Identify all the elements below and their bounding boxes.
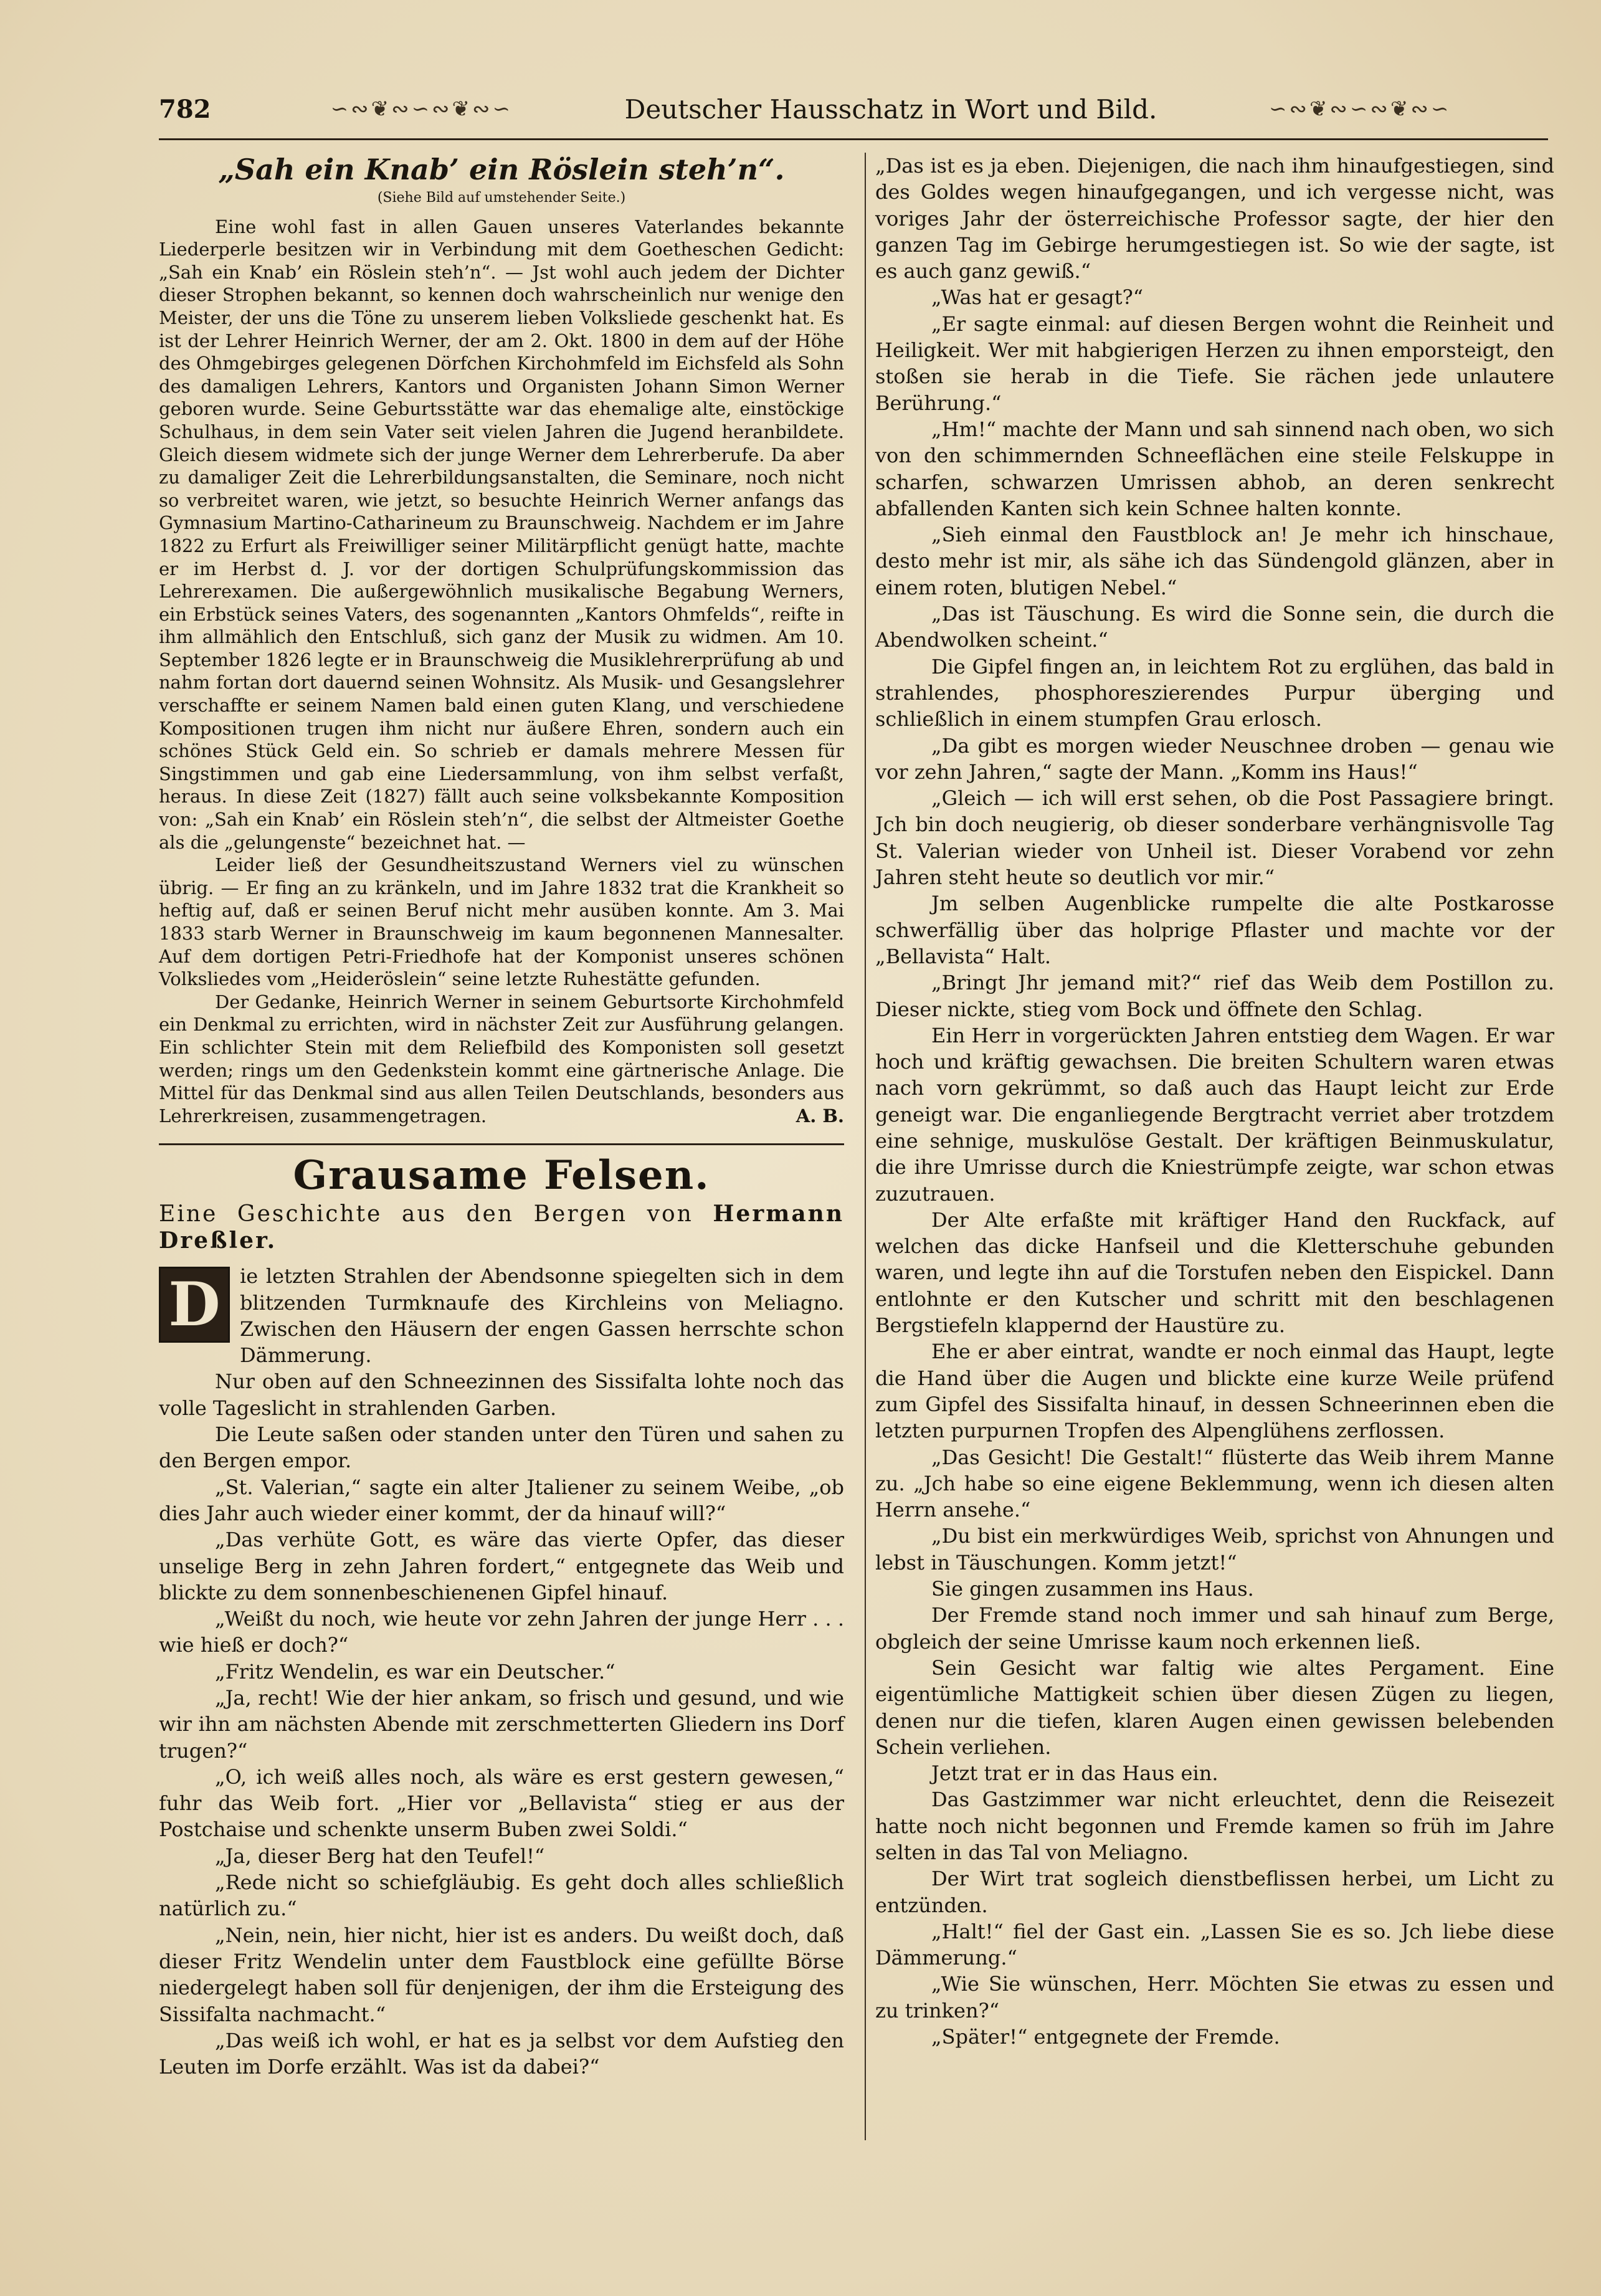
article2-paragraph: „St. Valerian,“ sagte ein alter Jtaliener zu seinem Weibe, „ob dies Jahr auch wieder einer kommt, der da hinauf will?“ xyxy=(159,1475,844,1525)
dropcap-initial: D xyxy=(159,1267,230,1343)
article2-title: Grausame Felsen. xyxy=(293,1152,710,1199)
article2-paragraph: Sein Gesicht war faltig wie altes Pergament. Eine eigentümliche Mattigkeit schien über diesen Zügen zu liegen, denen nur die tiefen, klaren Augen einen gewissen belebenden Schein verliehen. xyxy=(875,1655,1554,1759)
article2-paragraph: „O, ich weiß alles noch, als wäre es erst gestern gewesen,“ fuhr das Weib fort. „Hier vor „Bellavista“ stieg er aus der Postchaise und schenkte unserm Buben zwei Soldi.“ xyxy=(159,1765,844,1842)
article2-paragraph: „Ja, dieser Berg hat den Teufel!“ xyxy=(215,1844,545,1868)
article2-paragraph: Die Leute saßen oder standen unter den Türen und sahen zu den Bergen empor. xyxy=(159,1422,844,1473)
article2-paragraph: Ehe er aber eintrat, wandte er noch einmal das Haupt, legte die Hand über die Augen und blickte eine kurze Weile prüfend zum Gipfel des Sissifalta hinauf, in dessen Schneerinnen eben die letzten purpurnen Tropfen des Alpenglühens zerflossen. xyxy=(875,1340,1554,1443)
article2-paragraph: „Da gibt es morgen wieder Neuschnee droben — genau wie vor zehn Jahren,“ sagte der Mann. „Komm ins Haus!“ xyxy=(875,733,1554,784)
article2-paragraph: Das Gastzimmer war nicht erleuchtet, denn die Reisezeit hatte noch nicht begonnen und Fremde kamen so früh im Jahre selten in das Tal von Meliagno. xyxy=(875,1788,1554,1864)
article2-paragraph: „Rede nicht so schiefgläubig. Es geht doch alles schließlich natürlich zu.“ xyxy=(159,1870,844,1921)
article1-signature: A. B. xyxy=(796,1105,844,1127)
article2-paragraph: „Das ist es ja eben. Diejenigen, die nach ihm hinaufgestiegen, sind des Goldes wegen hinaufgegangen, und ich vergesse nicht, was voriges Jahr der österreichische Professor sagte, der hier den ganzen Tag im Gebirge herumgestiegen ist. So wie der sagte, ist es auch ganz gewiß.“ xyxy=(875,154,1554,283)
article2-paragraph: „Wie Sie wünschen, Herr. Möchten Sie etwas zu essen und zu trinken?“ xyxy=(875,1972,1554,2022)
article2-paragraph: Die Gipfel fingen an, in leichtem Rot zu erglühen, das bald in strahlendes, phosphoreszierendes Purpur überging und schließlich in einem stumpfen Grau erlosch. xyxy=(875,654,1554,731)
article2-paragraph: „Weißt du noch, wie heute vor zehn Jahren der junge Herr . . . wie hieß er doch?“ xyxy=(159,1607,844,1657)
article2-paragraph: „Du bist ein merkwürdiges Weib, sprichst von Ahnungen und lebst in Täuschungen. Komm jetzt!“ xyxy=(875,1524,1554,1574)
article2-paragraph: „Ja, recht! Wie der hier ankam, so frisch und gesund, und wie wir ihn am nächsten Abende mit zerschmetterten Gliedern ins Dorf trugen?“ xyxy=(159,1685,844,1763)
article1-title: „Sah ein Knab’ ein Röslein steh’n“. xyxy=(218,153,785,186)
article1-paragraph: Leider ließ der Gesundheitszustand Werners viel zu wünschen übrig. — Er fing an zu kränkeln, und im Jahre 1832 trat die Krankheit so heftig auf, daß er seinen Beruf nicht mehr ausüben konnte. Am 3. Mai 1833 starb Werner in Braunschweig im kaum begonnenen Mannesalter. Auf dem dortigen Petri-Friedhofe hat der Komponist unseres schönen Volksliedes vom „Heideröslein“ seine letzte Ruhestätte gefunden. xyxy=(159,854,844,990)
right-column xyxy=(875,153,1554,2050)
article2-paragraph: „Das verhüte Gott, es wäre das vierte Opfer, das dieser unselige Berg in zehn Jahren fordert,“ entgegnete das Weib und blickte zu dem sonnenbeschienenen Gipfel hinauf. xyxy=(159,1528,844,1604)
article2-paragraph: „Bringt Jhr jemand mit?“ rief das Weib dem Postillon zu. Dieser nickte, stieg vom Bock und öffnete den Schlag. xyxy=(875,971,1554,1021)
header-ornament-right: ∽∾❦∾∽∾❦∾∽ xyxy=(1268,97,1451,121)
article2-paragraph: Jetzt trat er in das Haus ein. xyxy=(931,1761,1219,1786)
article2-paragraph: „Fritz Wendelin, es war ein Deutscher.“ xyxy=(215,1659,615,1684)
article2-paragraph: Der Alte erfaßte mit kräftiger Hand den Ruckfack, auf welchen das dicke Hanfseil und die Kletterschuhe gebunden waren, und legte ihn auf die Torstufen neben den Eispickel. Dann entlohnte er den Kutscher und schritt mit den beschlagenen Bergstiefeln klappernd der Haustüre zu. xyxy=(875,1208,1554,1338)
column-divider xyxy=(865,153,866,2140)
author-name: Hermann Dreßler. xyxy=(159,1200,844,1254)
running-title: Deutscher Hausschatz in Wort und Bild. xyxy=(624,93,1157,125)
paragraph-text: ie letzten Strahlen der Abendsonne spiegelten sich in dem blitzenden Turmknaufe des Kirchleins von Meliagno. Zwischen den Häusern der engen Gassen herrschte schon Dämmerung. xyxy=(240,1264,844,1368)
article2-paragraph: „Sieh einmal den Faustblock an! Je mehr ich hinschaue, desto mehr ist mir, als sähe ich das Sündengold glänzen, aber in einem roten, blutigen Nebel.“ xyxy=(875,523,1554,599)
left-column xyxy=(159,153,844,2080)
article1-body xyxy=(159,216,844,1128)
article2-paragraph: „Gleich — ich will erst sehen, ob die Post Passagiere bringt. Jch bin doch neugierig, ob dieser sonderbare verhängnisvolle Tag St. Valerian wieder von Unheil ist. Dieser Vorabend vor zehn Jahren steht heute so deutlich vor mir.“ xyxy=(875,786,1554,890)
article2-subtitle xyxy=(159,1201,844,1255)
article2-paragraph: „Das weiß ich wohl, er hat es ja selbst vor dem Aufstieg den Leuten im Dorfe erzählt. Was ist da dabei?“ xyxy=(159,2028,844,2079)
article-divider xyxy=(159,1143,844,1145)
article2-paragraph: Der Wirt trat sogleich dienstbeflissen herbei, um Licht zu entzünden. xyxy=(875,1867,1554,1917)
article2-paragraph: „Später!“ entgegnete der Fremde. xyxy=(931,2025,1280,2049)
article2-paragraph: „Was hat er gesagt?“ xyxy=(931,285,1144,310)
article2-paragraph: „Hm!“ machte der Mann und sah sinnend nach oben, wo sich von den schimmernden Schneeflächen eine steile Felskuppe in scharfen, schwarzen Umrissen abhob, an deren senkrecht abfallenden Kanten sich kein Schnee halten konnte. xyxy=(875,417,1554,520)
page-number: 782 xyxy=(159,94,211,124)
article2-paragraph: Sie gingen zusammen ins Haus. xyxy=(931,1577,1254,1601)
article2-paragraph: Der Fremde stand noch immer und sah hinauf zum Berge, obgleich der seine Umrisse kaum noch erkennen ließ. xyxy=(875,1603,1554,1654)
article2-paragraph: „Das Gesicht! Die Gestalt!“ flüsterte das Weib ihrem Manne zu. „Jch habe so eine eigene Beklemmung, wenn ich diesen alten Herrn ansehe.“ xyxy=(875,1445,1554,1522)
article2-paragraph: Ein Herr in vorgerückten Jahren entstieg dem Wagen. Er war hoch und kräftig gewachsen. Die breiten Schultern waren etwas nach vorn gekrümmt, so daß auch das Haupt leicht zur Erde geneigt war. Die enganliegende Bergtracht verriet aber trotzdem eine sehnige, muskulöse Gestalt. Der kräftigen Beinmuskulatur, die ihre Umrisse durch die Kniestrümpfe zeigte, war schon etwas zuzutrauen. xyxy=(875,1023,1554,1206)
article1-paragraph: Eine wohl fast in allen Gauen unseres Vaterlandes bekannte Liederperle besitzen wir in Verbindung mit dem Goetheschen Gedicht: „Sah ein Knab’ ein Röslein steh’n“. — Jst wohl auch jedem der Dichter dieser Strophen bekannt, so kennen doch wahrscheinlich nur wenige den Meister, der uns die Töne zu unserem lieben Volksliede geschenkt hat. Es ist der Lehrer Heinrich Werner, der am 2. Okt. 1800 in dem auf der Höhe des Ohmgebirges gelegenen Dörfchen Kirchohmfeld im Eichsfeld als Sohn des damaligen Lehrers, Kantors und Organisten Johann Simon Werner geboren wurde. Seine Geburtsstätte war das ehemalige alte, einstöckige Schulhaus, in dem sein Vater seit vielen Jahren die Jugend heranbildete. Gleich diesem widmete sich der junge Werner dem Lehrerberufe. Da aber zu damaliger Zeit die Lehrerbildungsanstalten, die Seminare, noch nicht so verbreitet waren, wie jetzt, so besuchte Heinrich Werner anfangs das Gymnasium Martino-Catharineum zu Braunschweig. Nachdem er im Jahre 1822 zu Erfurt als Freiwilliger seiner Militärpflicht genügt hatte, machte er im Herbst d. J. vor der dortigen Schulprüfungskommission das Lehrerexamen. Die außergewöhnlich musikalische Begabung Werners, ein Erbstück seines Vaters, des sogenannten „Kantors Ohmfelds“, reifte in ihm allmählich den Entschluß, sich ganz der Musik zu widmen. Am 10. September 1826 legte er in Braunschweig die Musiklehrerprüfung ab und nahm fortan dort dauernd seinen Wohnsitz. Als Musik- und Gesangslehrer verschaffte er seinem Namen bald einen guten Klang, und verschiedene Kompositionen trugen ihm nicht nur äußere Ehren, sondern auch ein schönes Stück Geld ein. So schrieb er damals mehrere Messen für Singstimmen und gab eine Liedersammlung, von ihm selbst verfaßt, heraus. In diese Zeit (1827) fällt auch seine volksbekannte Komposition von: „Sah ein Knab’ ein Röslein steh’n“, die selbst der Altmeister Goethe als die „gelungenste“ bezeichnet hat. — xyxy=(159,216,844,853)
article1-paragraph xyxy=(159,991,844,1128)
article2-paragraph: Nur oben auf den Schneezinnen des Sissifalta lohte noch das volle Tageslicht in strahlenden Garben. xyxy=(159,1370,844,1420)
article2-paragraph: „Das ist Täuschung. Es wird die Sonne sein, die durch die Abendwolken scheint.“ xyxy=(875,602,1554,652)
article2-paragraph: „Nein, nein, hier nicht, hier ist es anders. Du weißt doch, daß dieser Fritz Wendelin unter dem Faustblock eine gefüllte Börse niedergelegt haben soll für denjenigen, der ihm die Ersteigung des Sissifalta nachmacht.“ xyxy=(159,1923,844,2026)
subtitle-prefix: Eine Geschichte aus den Bergen von xyxy=(159,1201,713,1227)
header-ornament-left: ∽∾❦∾∽∾❦∾∽ xyxy=(330,97,513,121)
article2-paragraph: „Er sagte einmal: auf diesen Bergen wohnt die Reinheit und Heiligkeit. Wer mit habgierigen Herzen zu ihnen emporsteigt, den stoßen sie herab in die Tiefe. Sie rächen jede unlautere Berührung.“ xyxy=(875,312,1554,415)
header-rule xyxy=(159,138,1548,140)
article1-note: (Siehe Bild auf umstehender Seite.) xyxy=(377,190,626,206)
page-header xyxy=(159,87,1548,131)
article1-paragraph-text: Der Gedanke, Heinrich Werner in seinem Geburtsorte Kirchohmfeld ein Denkmal zu errichten, wird in nächster Zeit zur Ausführung gelangen. Ein schlichter Stein mit dem Reliefbild des Komponisten soll gesetzt werden; rings um den Gedenkstein kommt eine gärtnerische Anlage. Die Mittel für das Denkmal sind aus allen Teilen Deutschlands, besonders aus Lehrerkreisen, zusammengetragen. xyxy=(159,991,844,1127)
article2-paragraph: „Halt!“ fiel der Gast ein. „Lassen Sie es so. Jch liebe diese Dämmerung.“ xyxy=(875,1919,1554,1970)
article2-paragraph xyxy=(159,1263,844,1368)
article2-paragraph: Jm selben Augenblicke rumpelte die alte Postkarosse schwerfällig über das holprige Pflaster und machte vor der „Bellavista“ Halt. xyxy=(875,892,1554,968)
